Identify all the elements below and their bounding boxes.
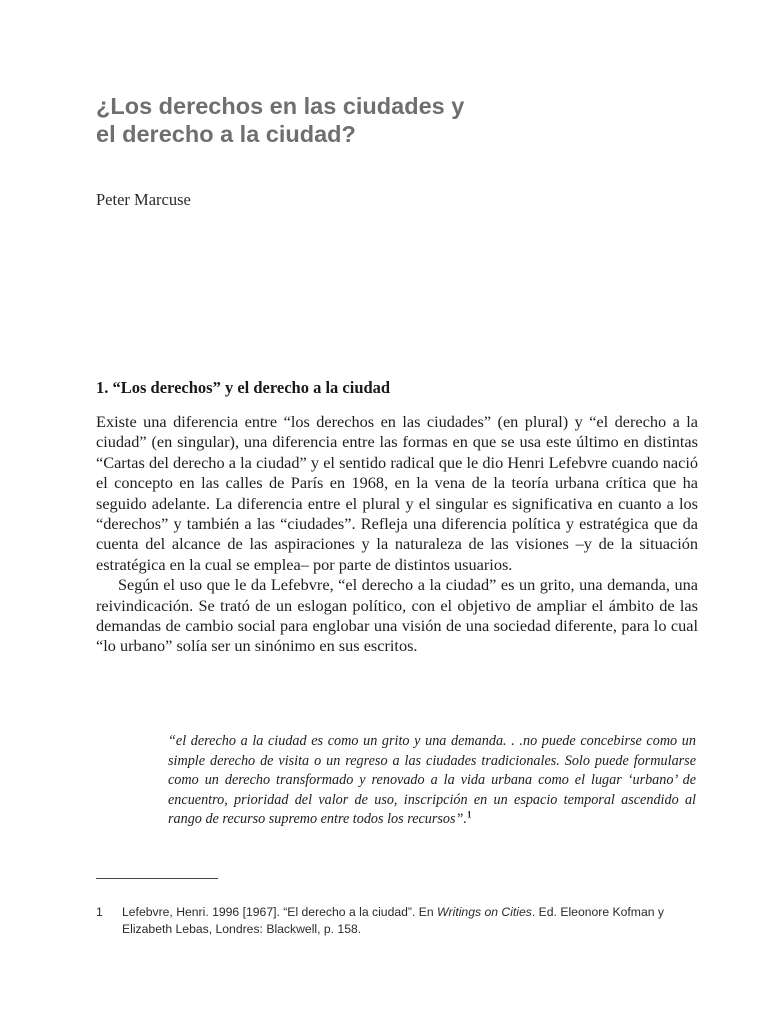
chapter-title bbox=[96, 92, 698, 148]
section-heading: 1. “Los derechos” y el derecho a la ciudad bbox=[96, 378, 391, 397]
footnote-text-after: . Ed. Eleonore Kofman y Elizabeth Lebas, Londres: Blackwell, p. 158. bbox=[122, 905, 664, 936]
footnote bbox=[96, 904, 698, 938]
chapter-title-line-1: ¿Los derechos en las ciudades y bbox=[96, 93, 465, 119]
footnote-text-before: Lefebvre, Henri. 1996 [1967]. “El derecho a la ciudad”. En bbox=[122, 905, 438, 919]
footnote-work-title: Writings on Cities bbox=[437, 905, 532, 919]
block-quote bbox=[168, 732, 696, 830]
block-quote-text: “el derecho a la ciudad es como un grito y una demanda. . .no puede concebirse como un simple derecho de visita o un regreso a las ciudades tradicionales. Solo puede formularse como un derecho transformado y renovado a la vida urbana como el lugar ‘urbano’ de encuentro, prioridad del valor de uso, inscripción en un espacio temporal ascendido al rango de recurso supremo entre todos los recursos”. bbox=[168, 733, 696, 828]
footnote-number: 1 bbox=[96, 905, 103, 919]
paragraph-1: Existe una diferencia entre “los derechos en las ciudades” (en plural) y “el derecho a la ciudad” (en singular), una diferencia entre las formas en que se usa este último en distintas “Cartas del derecho a la ciudad” y el sentido radical que le dio Henri Lefebvre cuando nació el concepto en las calles de París en 1968, en la vena de la teoría urbana crítica que ha seguido adelante. La diferencia entre el plural y el singular es significativa en cuanto a los “derechos” y también a las “ciudades”. Refleja una diferencia política y estratégica que da cuenta del alcance de las aspiraciones y la naturaleza de las visiones –y de la situación estratégica en la cual se emplea– por parte de distintos usuarios. bbox=[96, 412, 698, 574]
footnote-text bbox=[122, 904, 698, 938]
document-page bbox=[96, 0, 698, 1024]
paragraph-2: Según el uso que le da Lefebvre, “el derecho a la ciudad” es un grito, una demanda, una reivindicación. Se trató de un eslogan político, con el objetivo de ampliar el ámbito de las demandas de cambio social para englobar una visión de una sociedad diferente, para lo cual “lo urbano” solía ser un sinónimo en sus escritos. bbox=[96, 575, 698, 656]
body-text bbox=[96, 412, 698, 657]
footnote-reference[interactable]: 1 bbox=[466, 809, 472, 820]
chapter-title-line-2: el derecho a la ciudad? bbox=[96, 121, 356, 147]
author-name: Peter Marcuse bbox=[96, 190, 191, 209]
footnote-divider bbox=[96, 878, 218, 879]
